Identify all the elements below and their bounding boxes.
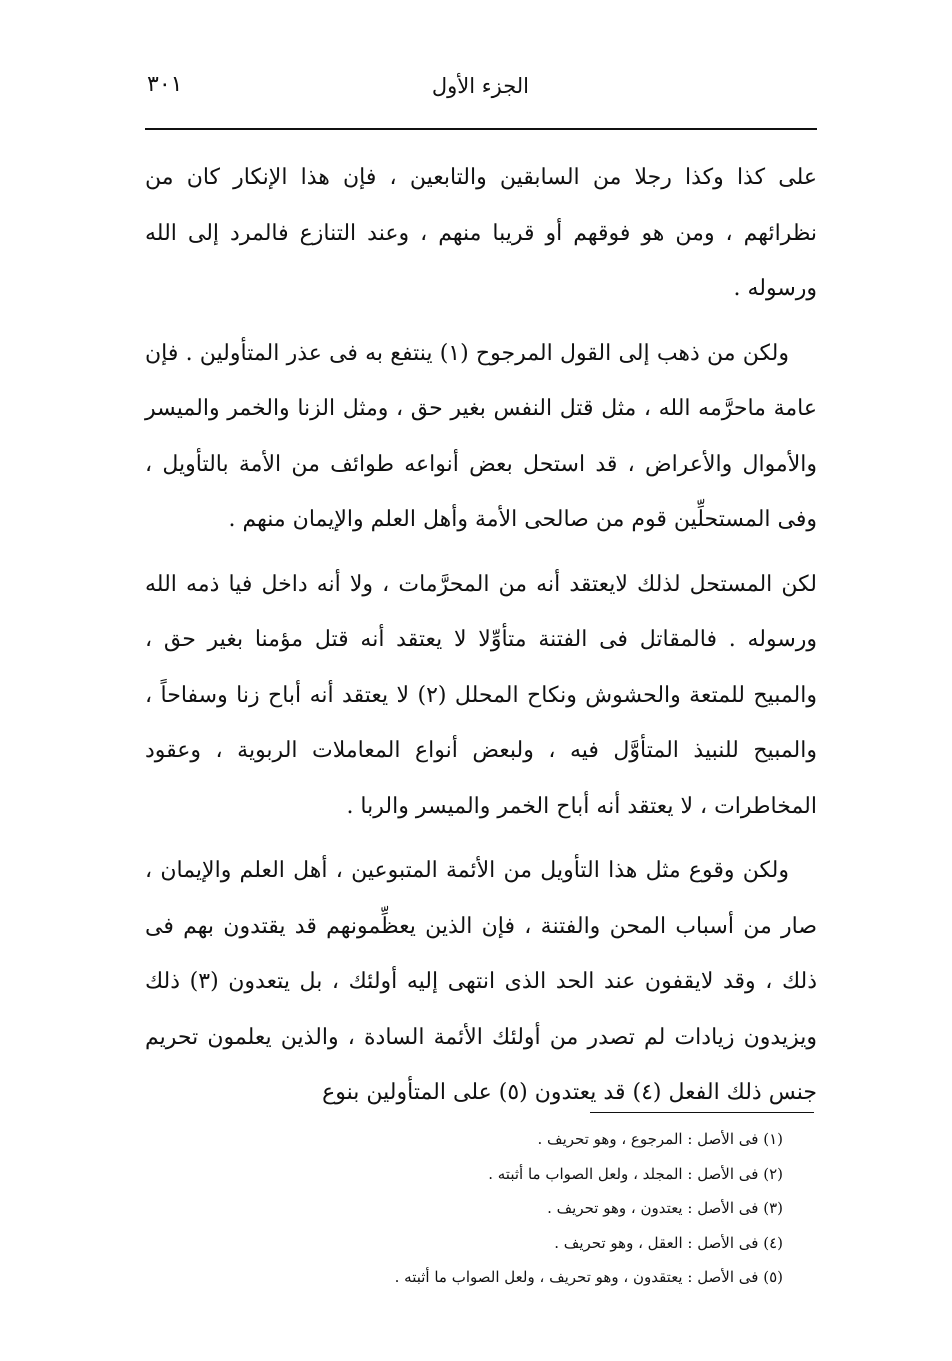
page-header	[145, 68, 817, 112]
paragraph-1: على كذا وكذا رجلا من السابقين والتابعين ، فإن هذا الإنكار كان من نظرائهم ، ومن هو فوقهم أو قريبا منهم ، وعند التنازع فالمرد إلى الله ورسوله .	[145, 165, 817, 301]
paragraph-2: ولكن من ذهب إلى القول المرجوح (١) ينتفع به فى عذر المتأولين . فإن عامة ماحرَّمه الله ، مثل قتل النفس بغير حق ، ومثل الزنا والخمر والميسر والأموال والأعراض ، قد استحل بعض أنواعه طوائف من الأمة بالتأويل ، وفى المستحلِّين قوم من صالحى الأمة وأهل العلم والإيمان منهم .	[145, 340, 817, 532]
footnote-2: (٢) فى الأصل : المجلد ، ولعل الصواب ما أثبته .	[488, 1164, 783, 1183]
footnote-5: (٥) فى الأصل : يعتقدون ، وهو تحريف ، ولعل الصواب ما أثبته .	[394, 1268, 783, 1286]
main-text	[145, 150, 817, 1130]
footnote-1: (١) فى الأصل : المرجوع ، وهو تحريف .	[537, 1130, 783, 1148]
paragraph-4: ولكن وقوع مثل هذا التأويل من الأئمة المتبوعين ، أهل العلم والإيمان ، صار من أسباب المحن والفتنة ، فإن الذين يعظِّمونهم قد يقتدون بهم فى ذلك ، وقد لايقفون عند الحد الذى انتهى إليه أولئك ، بل يتعدون (٣) ذلك ويزيدون زيادات لم تصدر من أولئك الأئمة السادة ، والذين يعلمون تحريم جنس ذلك الفعل (٤) قد يعتدون (٥) على المتأولين بنوع	[145, 858, 817, 1105]
footnote-rule	[590, 1112, 814, 1113]
footnote-3: (٣) فى الأصل : يعتدون ، وهو تحريف .	[547, 1199, 783, 1217]
running-title: الجزء الأول	[431, 74, 529, 98]
footnotes	[145, 1122, 817, 1295]
header-rule	[145, 128, 817, 130]
page-number: ٣٠١	[147, 72, 183, 97]
paragraph-3: لكن المستحل لذلك لايعتقد أنه من المحرَّمات ، ولا أنه داخل فيا ذمه الله ورسوله . فالمقاتل فى الفتنة متأوِّلا لا يعتقد أنه قتل مؤمنا بغير حق ، والمبيح للمتعة والحشوش ونكاح المحلل (٢) لا يعتقد أنه أباح زنا وسفاحاً ، والمبيح للنبيذ المتأوَّل فيه ، ولبعض أنواع المعاملات الربوية ، وعقود المخاطرات ، لا يعتقد أنه أباح الخمر والميسر والربا .	[145, 571, 818, 819]
footnote-4: (٤) فى الأصل : العقل ، وهو تحريف .	[554, 1233, 783, 1252]
